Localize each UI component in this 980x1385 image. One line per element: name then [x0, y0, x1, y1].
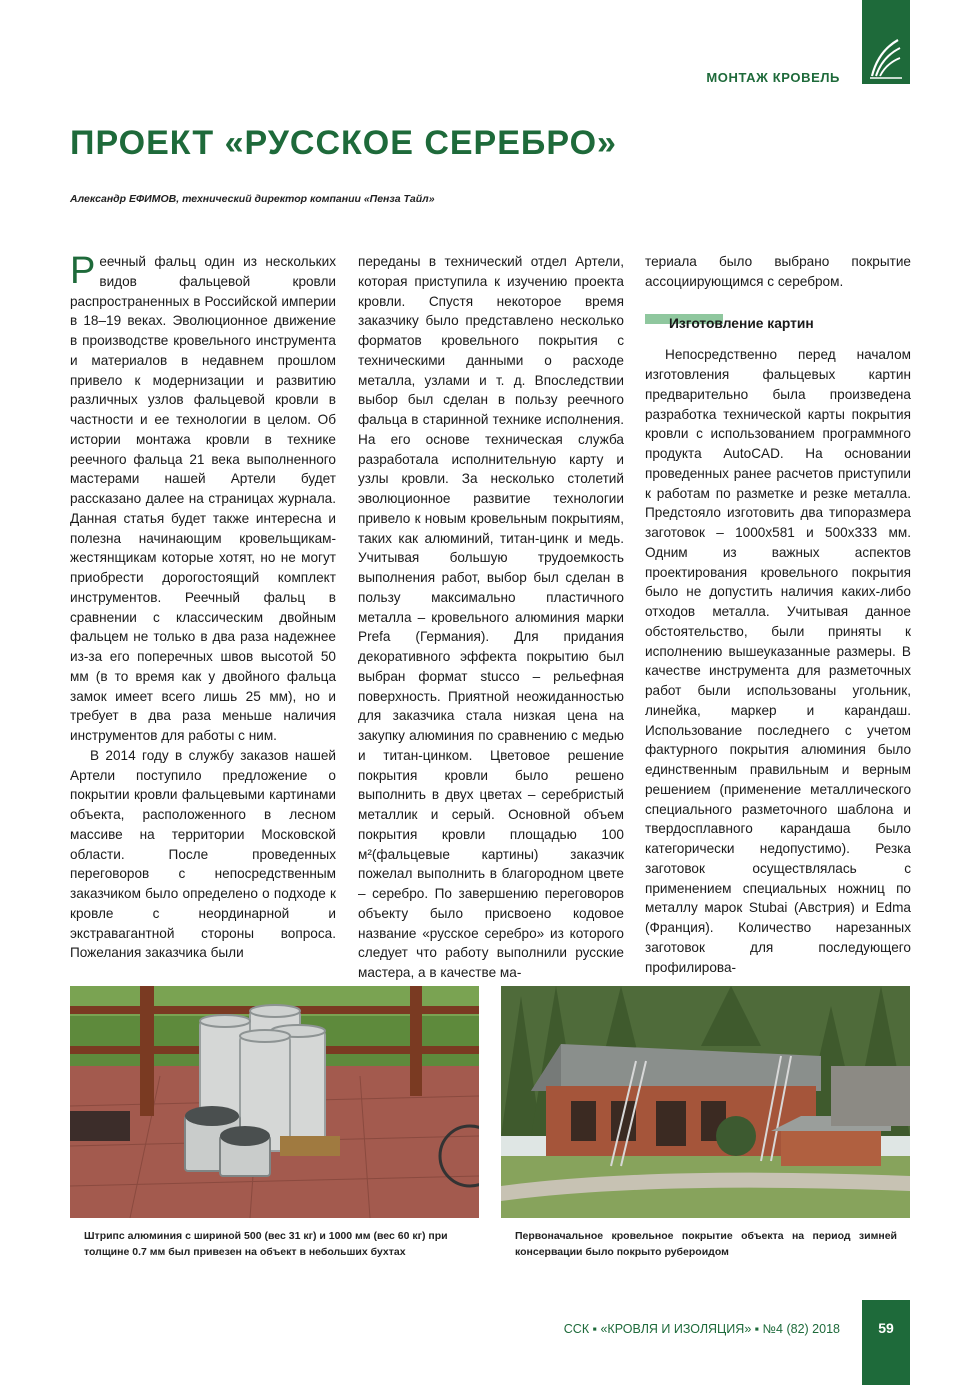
header-corner-tab — [862, 0, 910, 84]
drop-cap: Р — [70, 250, 96, 292]
text-column-3 — [645, 252, 911, 977]
paragraph: В 2014 году в службу заказов нашей Артели поступило предложение о покрытии кровли фальцевыми картинами объекта, расположенного в лесном массиве на территории Московской области. После проведенных переговоров с непосредственным заказчиком было определено о подходе к кровле с неординарной и экстравагантной стороны вопроса. Пожелания заказчика были — [70, 747, 336, 961]
figure-caption-2: Первоначальное кровельное покрытие объекта на период зимней консервации было покрыто рубероидом — [515, 1230, 897, 1258]
article-author: Александр ЕФИМОВ, технический директор компании «Пенза Тайл» — [70, 193, 435, 205]
subheading: Изготовление картин — [645, 314, 911, 334]
journal-info: ССК ▪ «КРОВЛЯ И ИЗОЛЯЦИЯ» ▪ №4 (82) 2018 — [563, 1322, 840, 1336]
section-label: МОНТАЖ КРОВЕЛЬ — [706, 70, 840, 85]
photo-house-roof — [501, 986, 910, 1218]
leaf-logo-icon — [868, 36, 904, 80]
paragraph: переданы в технический отдел Артели, которая приступила к изучению проекта кровли. Спустя некоторое время заказчику было представлено несколько форматов кровельного покрытия с техническими данными о расходе металла, узлами и т. д. Впоследствии выбор был сделан в пользу реечного фальца в старинной технике исполнения. На его основе техническая служба разработала исполнительную карту и узлы кровли. За несколько столетий эволюционное развитие технологии привело к новым кровельным покрытиям, таких как алюминий, титан-цинк и медь. Учитывая большую трудоемкость выполнения работ, выбор был сделан в пользу максимально пластичного металла – кровельного алюминия марки Prefa (Германия). Для придания декоративного эффекта покрытию был выбран формат stucco – рельефная поверхность. Приятной неожиданностью для заказчика стала низкая цена на закупку алюминия по сравнению с медью и титан-цинком. Цветовое решение покрытия кровли было решено выполнить в двух цветах – серебристый металлик и серый. Основной объем покрытия кровли площадью 100 м²(фальцевые картины) заказчик пожелал выполнить в благородном цвете – серебро. По завершению переговоров объекту было присвоено кодовое название «русское серебро» из которого следует что работу выполнили русские мастера, а в качестве ма- — [358, 254, 624, 980]
figure-caption-1: Штрипс алюминия с шириной 500 (вес 31 кг) и 1000 мм (вес 60 кг) при толщине 0.7 мм был привезен на объект в небольших бухтах — [84, 1230, 448, 1258]
photo-aluminium-coils — [70, 986, 479, 1218]
paragraph: териала было выбрано покрытие ассоциирующимся с серебром. — [645, 254, 911, 289]
paragraph: Реечный фальц один из нескольких видов фальцевой кровли распространенных в Российской империи в 18–19 веках. Эволюционное движение в производстве кровельного инструмента и материалов в недавнем прошлом привело к модернизации и развитию различных узлов фальцевой кровли в частности и ее технологии в целом. Об истории монтажа кровли в технике реечного фальца 21 века выполненного мастерами нашей Артели будет рассказано далее на страницах журнала. Данная статья будет также интересна и полезна начинающим кровельщикам-жестянщикам которые хотят, но не могут приобрести дорогостоящий комплект инструментов. Реечный фальц в сравнении с классическим двойным фальцем не только в два раза надежнее из-за его поперечных швов высотой 50 мм (в то время как у двойного фальца замок имеет всего лишь 25 мм), но и требует в два раза меньше наличия инструментов для работы с ним. — [70, 250, 336, 743]
paragraph: Непосредственно перед началом изготовления фальцевых картин предварительно была произведена разработка технической карты покрытия кровли с использованием программного продукта AutoCAD. На основании проведенных ранее расчетов приступили к работам по разметке и резке металла. Предстояло изготовить два типоразмера заготовок – 1000х581 и 500х333 мм. Одним из важных аспектов проектирования кровельного покрытия было не допустить наличия каких-либо отходов металла. Учитывая данное обстоятельство, были приняты к исполнению вышеуказанные размеры. В качестве инструмента для разметочных работ были использованы угольник, линейка, маркер и карандаш. Использование последнего с учетом фактурного покрытия алюминия было единственным правильным и верным решением (применение металлического специального разметочного шаблона и твердосплавного карандаша было категорически недопустимо). Резка заготовок осуществлялась с применением специальных ножниц по металлу марок Stubai (Австрия) и Edma (Франция). Количество нарезанных заготовок для последующего профилирова- — [645, 347, 911, 975]
text-column-2 — [358, 252, 624, 983]
article-title: ПРОЕКТ «РУССКОЕ СЕРЕБРО» — [70, 124, 617, 162]
page-number-tab — [862, 1300, 910, 1385]
page-number: 59 — [878, 1320, 894, 1336]
text-column-1 — [70, 252, 336, 963]
